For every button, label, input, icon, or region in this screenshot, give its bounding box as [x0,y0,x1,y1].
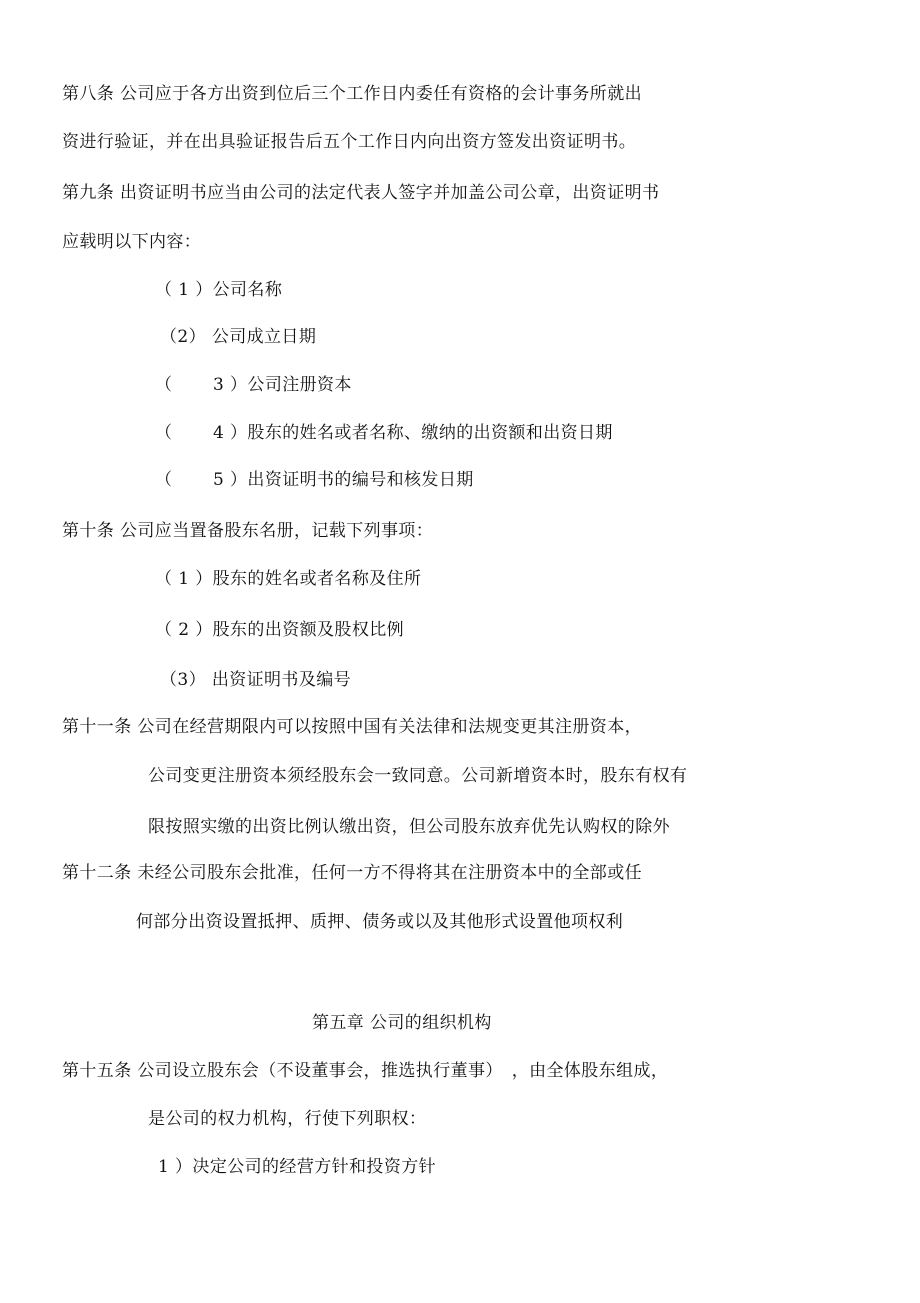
article-10-item-2: （ 2 ）股东的出资额及股权比例 [155,620,405,640]
article-12-line-1: 第十二条 未经公司股东会批准，任何一方不得将其在注册资本中的全部或任 [62,863,643,883]
article-10-item-1: （ 1 ）股东的姓名或者名称及住所 [155,569,422,589]
article-9-item-2: （2） 公司成立日期 [160,327,317,347]
article-15-line-1: 第十五条 公司设立股东会（不设董事会，推选执行董事） ，由全体股东组成， [62,1061,669,1081]
article-11-line-1: 第十一条 公司在经营期限内可以按照中国有关法律和法规变更其注册资本， [62,717,643,737]
article-12-line-2: 何部分出资设置抵押、质押、债务或以及其他形式设置他项权利 [136,912,624,932]
article-15-line-2: 是公司的权力机构，行使下列职权： [148,1109,427,1129]
article-9-item-5: （ 5 ）出资证明书的编号和核发日期 [155,470,474,490]
article-11-line-3: 限按照实缴的出资比例认缴出资，但公司股东放弃优先认购权的除外 [148,817,670,837]
article-10-line-1: 第十条 公司应当置备股东名册，记载下列事项： [62,521,434,541]
article-10-item-3: （3） 出资证明书及编号 [160,670,352,690]
article-15-item-1: 1 ）决定公司的经营方针和投资方针 [158,1157,437,1177]
article-9-line-1: 第九条 出资证明书应当由公司的法定代表人签字并加盖公司公章，出资证明书 [62,183,660,203]
article-9-item-4: （ 4 ）股东的姓名或者名称、缴纳的出资额和出资日期 [155,423,613,443]
chapter-5-title: 第五章 公司的组织机构 [312,1013,492,1033]
article-8-line-1: 第八条 公司应于各方出资到位后三个工作日内委任有资格的会计事务所就出 [62,84,643,104]
article-9-line-2: 应载明以下内容： [62,232,202,252]
article-11-line-2: 公司变更注册资本须经股东会一致同意。公司新增资本时，股东有权有 [148,766,688,786]
article-8-line-2: 资进行验证，并在出具验证报告后五个工作日内向出资方签发出资证明书。 [62,132,637,152]
article-9-item-3: （ 3 ）公司注册资本 [155,375,352,395]
article-9-item-1: （ 1 ）公司名称 [155,280,283,300]
